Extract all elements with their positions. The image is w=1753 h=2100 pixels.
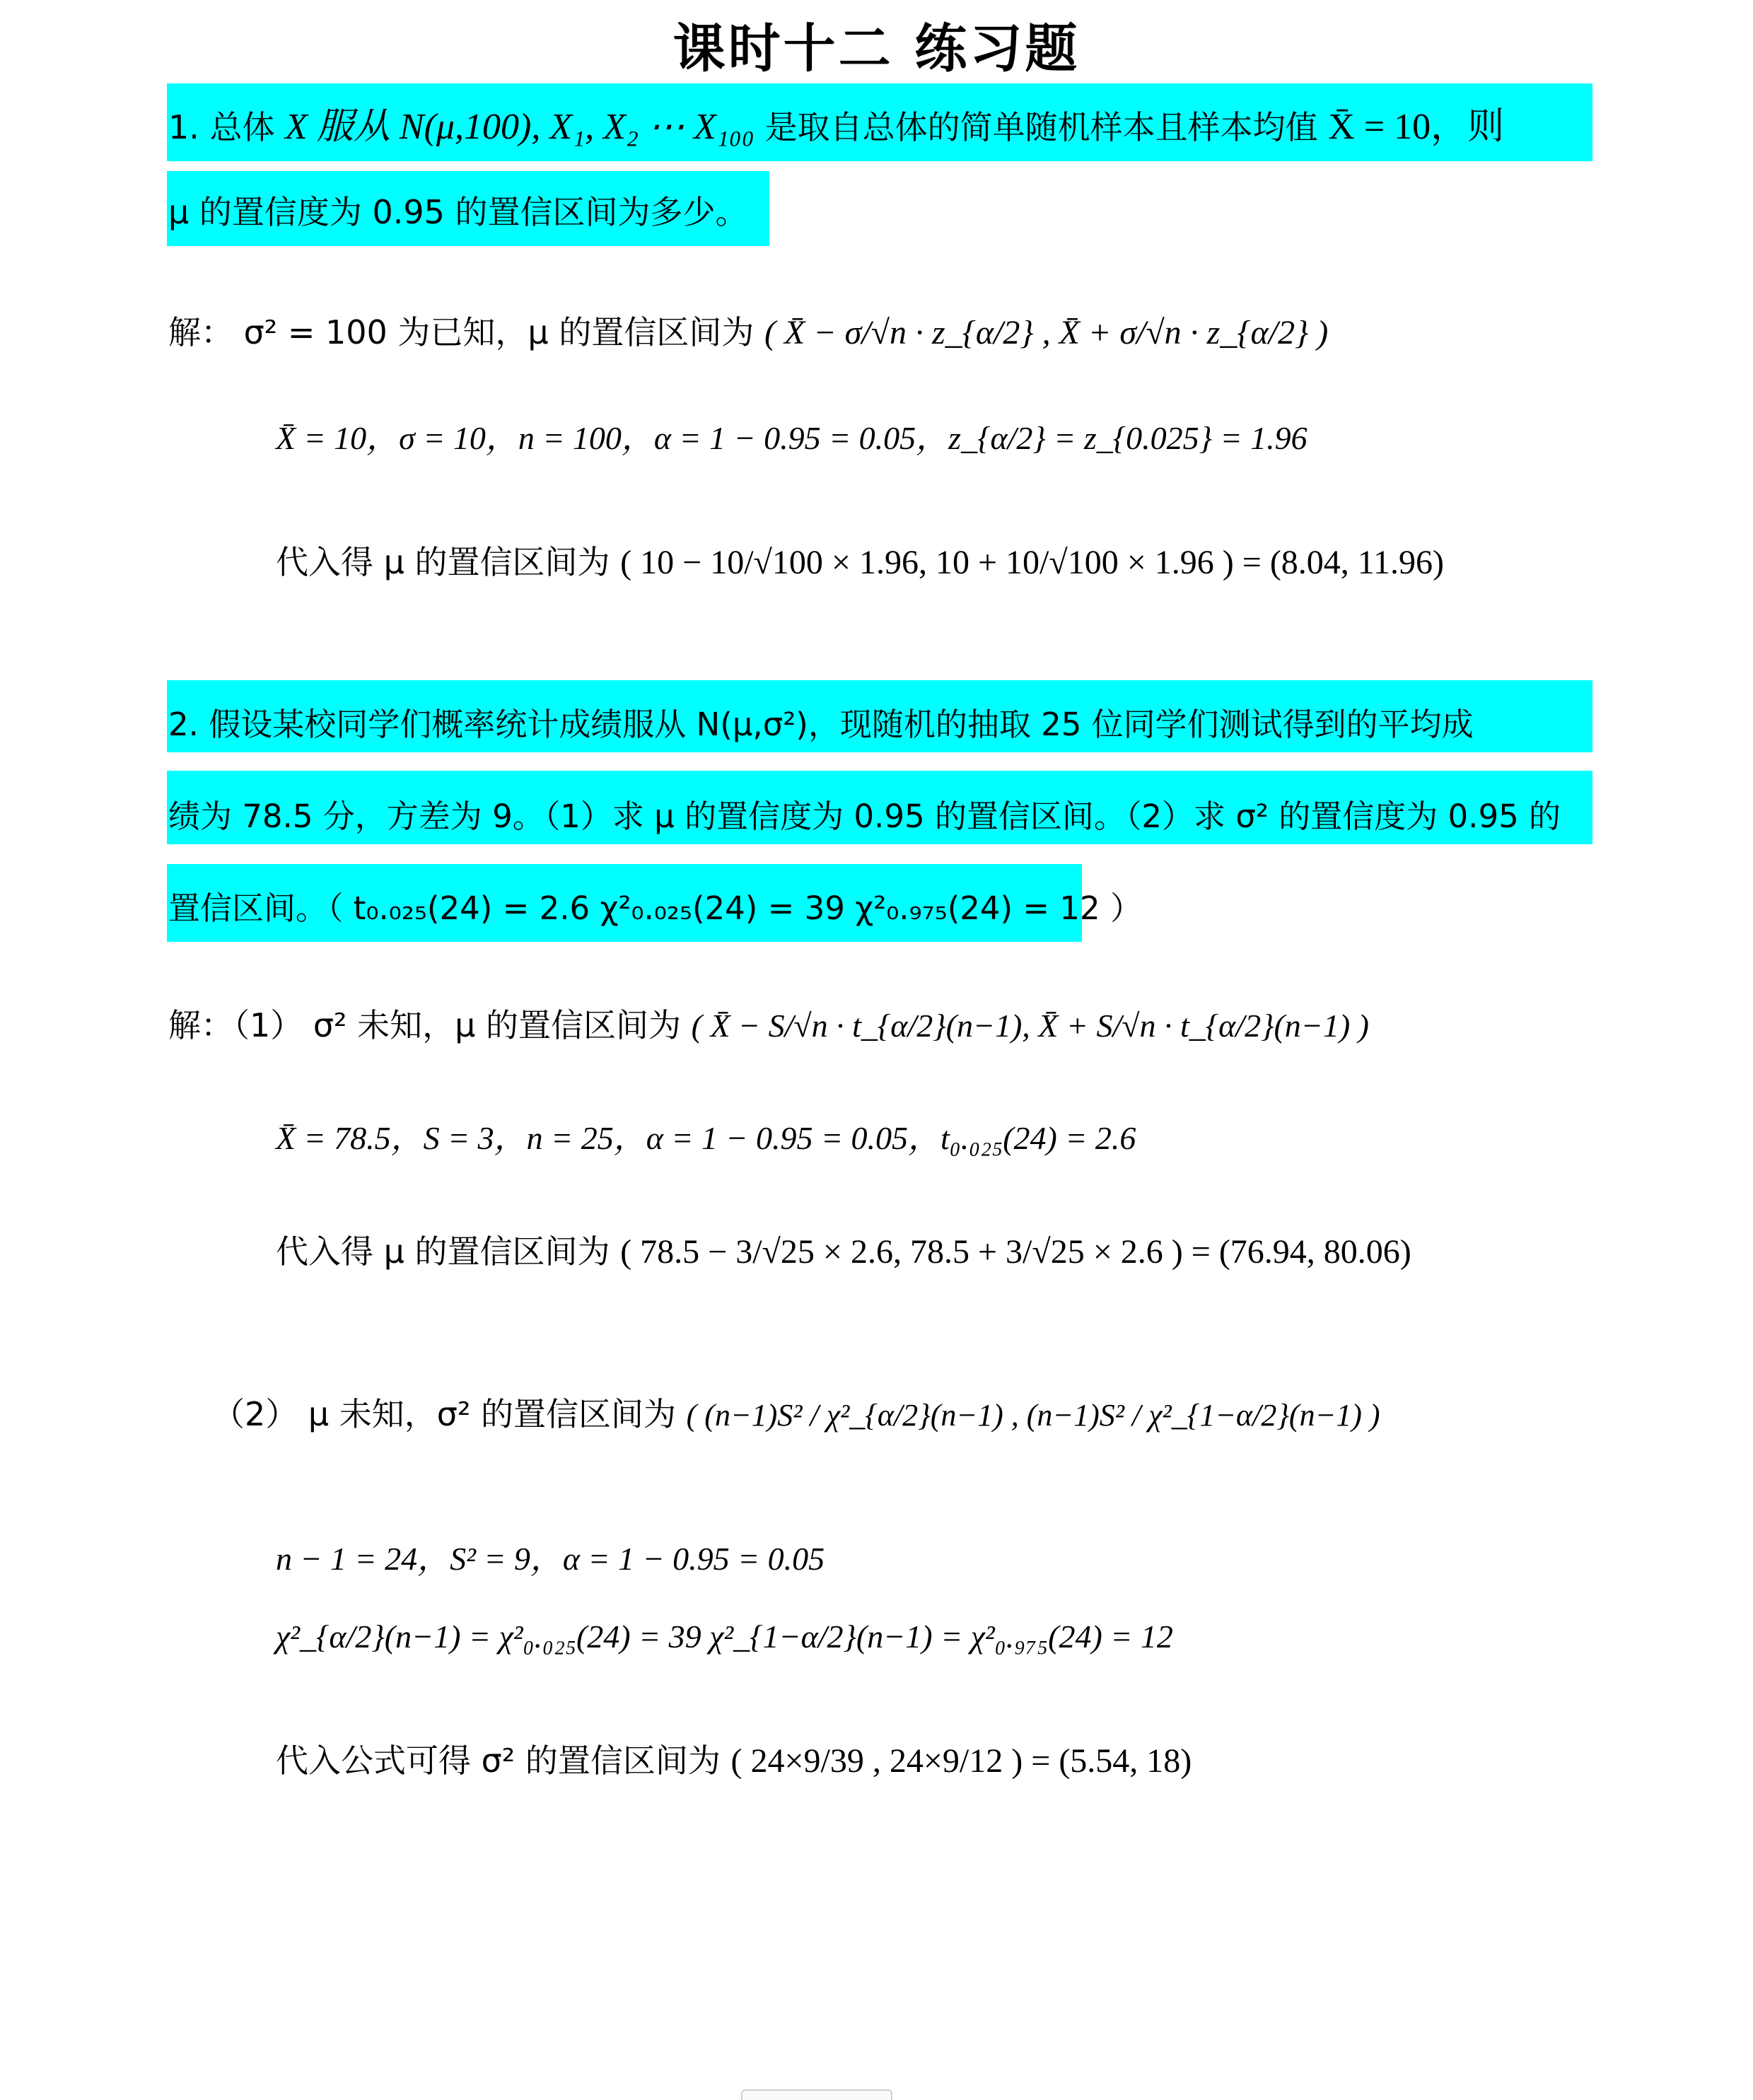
answer-2-part-1-text: σ² 未知，μ 的置信区间为 [313,1006,682,1044]
question-2-line-1: 2. 假设某校同学们概率统计成绩服从 N(μ,σ²)，现随机的抽取 25 位同学们测试得到的平均成 [168,706,1474,743]
answer-2-part-1-result: ( 78.5 − 3/√25 × 2.6, 78.5 + 3/√25 × 2.6 ) = (76.94, 80.06) [620,1233,1411,1271]
answer-2-part-2-chi-square: χ²_{α/2}(n−1) = χ²₀.₀₂₅(24) = 39 χ²_{1−α/2}(n−1) = χ²₀.₉₇₅(24) = 12 [276,1618,1173,1655]
answer-1-interval-formula: ( X̄ − σ/√n · z_{α/2} , X̄ + σ/√n · z_{α/2} ) [764,314,1329,351]
answer-2-part-2-values: n − 1 = 24，S² = 9，α = 1 − 0.95 = 0.05 [276,1541,825,1577]
answer-1-label: 解： [168,313,233,351]
question-1-sample-text: 是取自总体的简单随机样本且样本均值 [764,108,1318,146]
answer-1-values: X̄ = 10，σ = 10，n = 100，α = 1 − 0.95 = 0.05，z_{α/2} = z_{0.025} = 1.96 [276,420,1308,456]
question-1-distribution: X 服从 N(μ,100), X₁, X₂ ⋯ X₁₀₀ [285,107,755,147]
answer-2-part-2-substitution-text: 代入公式可得 σ² 的置信区间为 [276,1742,721,1780]
answer-1-known-variance: σ² = 100 为已知，μ 的置信区间为 [243,313,755,351]
answer-2-part-2-line-1 [212,1393,1380,1437]
question-2-line-3: 置信区间。（ t₀.₀₂₅(24) = 2.6 χ²₀.₀₂₅(24) = 39 χ²₀.₉₇₅(24) = 12 ） [168,889,1142,927]
question-1-line-1 [168,106,1504,148]
question-1-line-2: μ 的置信度为 0.95 的置信区间为多少。 [168,193,748,231]
answer-1-substitution-text: 代入得 μ 的置信区间为 [276,543,610,581]
answer-2-part-1-line-1 [168,1004,1369,1047]
answer-2-part-2-label: （2） [212,1395,298,1433]
answer-1-result: ( 10 − 10/√100 × 1.96, 10 + 10/√100 × 1.96 ) = (8.04, 11.96) [620,544,1445,581]
answer-2-part-2-substitution [276,1739,1192,1783]
question-2-line-2: 绩为 78.5 分，方差为 9。（1）求 μ 的置信度为 0.95 的置信区间。（2）求 σ² 的置信度为 0.95 的 [168,798,1561,835]
answer-2-part-2-result: ( 24×9/39 , 24×9/12 ) = (5.54, 18) [730,1742,1192,1780]
answer-2-part-1-substitution-text: 代入得 μ 的置信区间为 [276,1232,610,1271]
answer-2-part-2-text: μ 未知，σ² 的置信区间为 [308,1395,677,1433]
page-title: 课时十二 练习题 [672,18,1081,79]
answer-2-part-1-values: X̄ = 78.5，S = 3，n = 25，α = 1 − 0.95 = 0.05，t₀.₀₂₅(24) = 2.6 [276,1120,1136,1156]
question-1-sample-mean: X̄ = 10，则 [1328,107,1505,147]
answer-1-substitution [276,541,1444,584]
question-1-number: 1. 总体 [168,108,275,146]
answer-2-part-1-formula: ( X̄ − S/√n · t_{α/2}(n−1), X̄ + S/√n · t_{α/2}(n−1) ) [691,1008,1369,1044]
answer-2-part-2-formula: ( (n−1)S² / χ²_{α/2}(n−1) , (n−1)S² / χ²_{1−α/2}(n−1) ) [686,1398,1380,1433]
answer-2-part-1-substitution [276,1230,1411,1273]
answer-1-line-1 [168,311,1328,354]
answer-2-part-1-label: 解：（1） [168,1006,303,1044]
